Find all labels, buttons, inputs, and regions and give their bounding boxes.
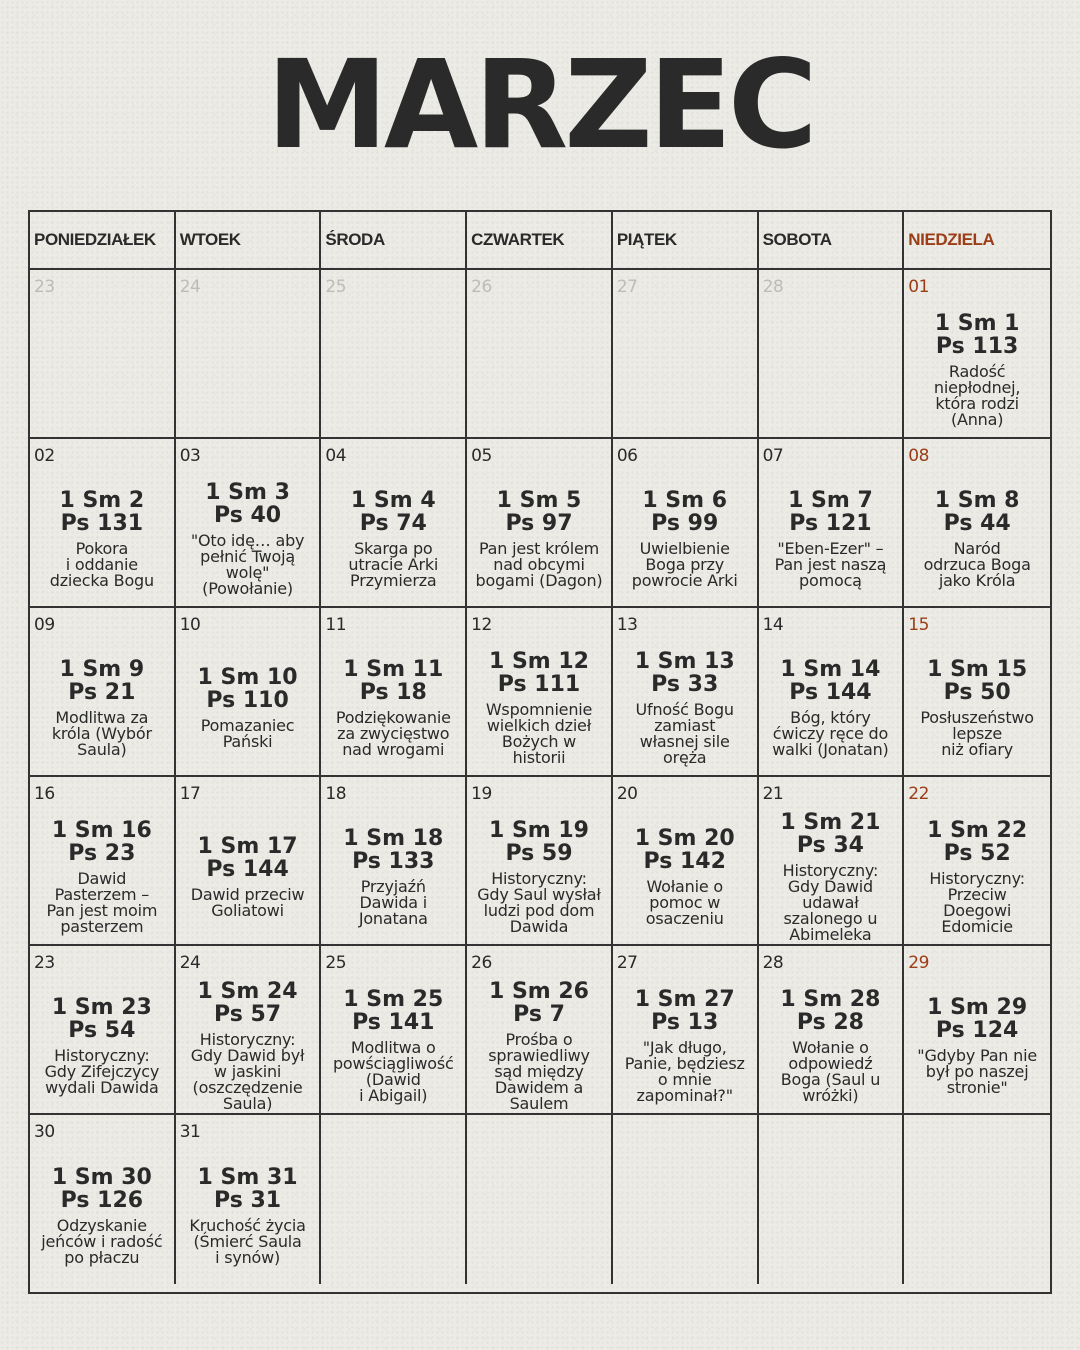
reading-samuel: 1 Sm 9 bbox=[59, 656, 145, 682]
day-content bbox=[176, 811, 320, 942]
day-cell bbox=[467, 946, 613, 1115]
reading-psalm: Ps 144 bbox=[206, 856, 289, 882]
reading-samuel: 1 Sm 18 bbox=[343, 825, 444, 851]
day-cell bbox=[759, 1115, 905, 1284]
day-theme-note: Uwielbienie Boga przy powrocie Arki bbox=[631, 538, 738, 590]
day-number: 28 bbox=[762, 953, 784, 973]
day-cell bbox=[321, 1115, 467, 1284]
day-theme-note: Prośba o sprawiedliwy sąd między Dawidem a Saulem bbox=[488, 1029, 590, 1113]
weekday-header: NIEDZIELA bbox=[904, 212, 1050, 270]
day-content bbox=[321, 642, 465, 773]
day-theme-note: Modlitwa za króla (Wybór Saula) bbox=[51, 707, 152, 759]
day-theme-note: Radość niepłodnej, która rodzi (Anna) bbox=[933, 361, 1021, 429]
day-cell bbox=[467, 270, 613, 439]
day-cell bbox=[321, 608, 467, 777]
day-cell bbox=[759, 946, 905, 1115]
reading-samuel: 1 Sm 26 bbox=[488, 978, 589, 1004]
day-number: 17 bbox=[179, 784, 201, 804]
day-number: 24 bbox=[179, 953, 201, 973]
day-content bbox=[321, 980, 465, 1111]
day-number: 26 bbox=[471, 277, 492, 297]
day-theme-note: Modlitwa o powściągliwość (Dawid i Abigail) bbox=[332, 1037, 454, 1105]
weekday-header: PIĄTEK bbox=[613, 212, 759, 270]
day-content bbox=[467, 642, 611, 773]
reading-psalm: Ps 124 bbox=[935, 1017, 1019, 1043]
reading-samuel: 1 Sm 12 bbox=[488, 648, 589, 674]
day-content bbox=[904, 642, 1050, 773]
weekday-header: WTOEK bbox=[176, 212, 322, 270]
calendar-grid bbox=[28, 210, 1052, 1294]
day-content bbox=[904, 473, 1050, 604]
day-content bbox=[759, 980, 903, 1111]
day-content bbox=[176, 980, 320, 1111]
day-cell bbox=[30, 1115, 176, 1284]
reading-psalm: Ps 52 bbox=[943, 840, 1011, 866]
day-number: 14 bbox=[762, 615, 784, 635]
day-content bbox=[613, 642, 757, 773]
weekday-header: SOBOTA bbox=[759, 212, 905, 270]
day-theme-note: "Jak długo, Panie, będziesz o mnie zapominał?" bbox=[624, 1037, 745, 1105]
reading-samuel: 1 Sm 21 bbox=[780, 809, 881, 835]
reading-psalm: Ps 144 bbox=[789, 679, 872, 705]
day-number: 12 bbox=[471, 615, 492, 635]
day-number: 25 bbox=[325, 953, 347, 973]
reading-samuel: 1 Sm 19 bbox=[488, 817, 589, 843]
day-theme-note: Posłuszeństwo lepsze niż ofiary bbox=[920, 707, 1034, 759]
day-cell bbox=[759, 777, 905, 946]
day-cell bbox=[904, 608, 1050, 777]
day-cell bbox=[613, 270, 759, 439]
day-cell bbox=[759, 439, 905, 608]
reading-samuel: 1 Sm 8 bbox=[934, 487, 1020, 513]
day-theme-note: Historyczny: Gdy Zifejczycy wydali Dawida bbox=[44, 1045, 160, 1097]
day-theme-note: Ufność Bogu zamiast własnej sile oręża bbox=[635, 699, 734, 767]
day-content bbox=[759, 473, 903, 604]
weekday-header: ŚRODA bbox=[321, 212, 467, 270]
day-theme-note: Pomazaniec Pański bbox=[200, 715, 295, 751]
day-number: 13 bbox=[616, 615, 638, 635]
day-cell bbox=[613, 946, 759, 1115]
day-theme-note: Przyjaźń Dawida i Jonatana bbox=[358, 876, 428, 928]
day-cell bbox=[30, 270, 176, 439]
day-number: 09 bbox=[34, 615, 55, 635]
reading-psalm: Ps 33 bbox=[651, 671, 719, 697]
day-content bbox=[176, 1149, 320, 1282]
reading-samuel: 1 Sm 28 bbox=[780, 986, 881, 1012]
day-number: 16 bbox=[34, 784, 55, 804]
day-theme-note: Wołanie o pomoc w osaczeniu bbox=[645, 876, 724, 928]
day-theme-note: Skarga po utracie Arki Przymierza bbox=[348, 538, 439, 590]
reading-samuel: 1 Sm 11 bbox=[343, 656, 444, 682]
day-content bbox=[467, 473, 611, 604]
day-theme-note: Historyczny: Gdy Dawid udawał szalonego u Abimeleka bbox=[782, 860, 879, 944]
reading-samuel: 1 Sm 22 bbox=[927, 817, 1028, 843]
day-theme-note: Dawid przeciw Goliatowi bbox=[190, 884, 305, 920]
weekday-header: PONIEDZIAŁEK bbox=[30, 212, 176, 270]
reading-samuel: 1 Sm 4 bbox=[350, 487, 436, 513]
page-title: MARZEC bbox=[266, 34, 814, 176]
day-cell bbox=[30, 439, 176, 608]
day-number: 20 bbox=[616, 784, 638, 804]
day-theme-note: Wołanie o odpowiedź Boga (Saul u wróżki) bbox=[780, 1037, 881, 1105]
day-number: 11 bbox=[325, 615, 347, 635]
day-cell bbox=[30, 777, 176, 946]
day-content bbox=[176, 473, 320, 604]
day-cell bbox=[176, 1115, 322, 1284]
reading-psalm: Ps 13 bbox=[651, 1009, 719, 1035]
day-number: 27 bbox=[616, 953, 638, 973]
day-cell bbox=[904, 777, 1050, 946]
reading-psalm: Ps 54 bbox=[68, 1017, 136, 1043]
day-cell bbox=[321, 777, 467, 946]
reading-psalm: Ps 21 bbox=[68, 679, 136, 705]
reading-samuel: 1 Sm 20 bbox=[634, 825, 735, 851]
day-theme-note: "Gdyby Pan nie był po naszej stronie" bbox=[917, 1045, 1037, 1097]
day-cell bbox=[30, 946, 176, 1115]
day-content bbox=[30, 980, 174, 1111]
day-number: 04 bbox=[325, 446, 347, 466]
day-theme-note: Pan jest królem nad obcymi bogami (Dagon) bbox=[475, 538, 603, 590]
day-content bbox=[321, 473, 465, 604]
reading-psalm: Ps 113 bbox=[935, 333, 1019, 359]
day-content bbox=[759, 642, 903, 773]
day-theme-note: Podziękowanie za zwycięstwo nad wrogami bbox=[335, 707, 451, 759]
day-content bbox=[467, 980, 611, 1111]
reading-psalm: Ps 74 bbox=[359, 510, 427, 536]
day-number: 15 bbox=[908, 615, 929, 635]
day-number: 18 bbox=[325, 784, 347, 804]
reading-psalm: Ps 57 bbox=[214, 1001, 282, 1027]
day-cell bbox=[467, 1115, 613, 1284]
reading-psalm: Ps 40 bbox=[214, 502, 282, 528]
day-number: 19 bbox=[471, 784, 492, 804]
day-cell bbox=[176, 946, 322, 1115]
day-cell bbox=[613, 1115, 759, 1284]
reading-psalm: Ps 142 bbox=[643, 848, 726, 874]
day-cell bbox=[613, 439, 759, 608]
day-cell bbox=[613, 777, 759, 946]
day-cell bbox=[904, 946, 1050, 1115]
reading-psalm: Ps 121 bbox=[789, 510, 872, 536]
day-cell bbox=[321, 270, 467, 439]
day-theme-note: Wspomnienie wielkich dzieł Bożych w historii bbox=[485, 699, 593, 767]
day-cell bbox=[467, 608, 613, 777]
day-content bbox=[904, 980, 1050, 1111]
day-number: 25 bbox=[325, 277, 347, 297]
day-number: 02 bbox=[34, 446, 55, 466]
day-number: 21 bbox=[762, 784, 784, 804]
day-number: 07 bbox=[762, 446, 784, 466]
day-content bbox=[759, 811, 903, 942]
day-content bbox=[904, 304, 1050, 435]
day-number: 08 bbox=[908, 446, 929, 466]
day-cell bbox=[759, 608, 905, 777]
reading-psalm: Ps 28 bbox=[796, 1009, 864, 1035]
day-content bbox=[176, 642, 320, 773]
day-theme-note: Naród odrzuca Boga jako Króla bbox=[923, 538, 1031, 590]
day-number: 05 bbox=[471, 446, 492, 466]
reading-samuel: 1 Sm 10 bbox=[197, 664, 298, 690]
day-number: 29 bbox=[908, 953, 929, 973]
day-content bbox=[321, 811, 465, 942]
day-theme-note: Bóg, który ćwiczy ręce do walki (Jonatan) bbox=[772, 707, 889, 759]
day-cell bbox=[30, 608, 176, 777]
day-cell bbox=[176, 608, 322, 777]
reading-samuel: 1 Sm 15 bbox=[927, 656, 1028, 682]
reading-samuel: 1 Sm 30 bbox=[51, 1164, 152, 1190]
reading-psalm: Ps 44 bbox=[943, 510, 1011, 536]
day-cell bbox=[904, 270, 1050, 439]
day-number: 23 bbox=[34, 277, 55, 297]
reading-samuel: 1 Sm 25 bbox=[343, 986, 444, 1012]
day-number: 10 bbox=[179, 615, 201, 635]
day-number: 24 bbox=[179, 277, 201, 297]
day-number: 03 bbox=[179, 446, 201, 466]
day-theme-note: Dawid Pasterzem – Pan jest moim pasterzem bbox=[46, 868, 158, 936]
reading-samuel: 1 Sm 14 bbox=[780, 656, 881, 682]
day-theme-note: Pokora i oddanie dziecka Bogu bbox=[49, 538, 154, 590]
day-number: 30 bbox=[34, 1122, 55, 1142]
day-number: 06 bbox=[616, 446, 638, 466]
reading-psalm: Ps 50 bbox=[943, 679, 1011, 705]
reading-psalm: Ps 23 bbox=[68, 840, 136, 866]
day-cell bbox=[904, 439, 1050, 608]
reading-samuel: 1 Sm 7 bbox=[788, 487, 873, 513]
day-theme-note: "Oto idę… aby pełnić Twoją wolę" (Powołanie) bbox=[190, 530, 305, 598]
reading-psalm: Ps 131 bbox=[60, 510, 144, 536]
day-cell bbox=[176, 439, 322, 608]
reading-psalm: Ps 141 bbox=[352, 1009, 435, 1035]
reading-samuel: 1 Sm 2 bbox=[59, 487, 145, 513]
day-cell bbox=[759, 270, 905, 439]
day-cell bbox=[176, 270, 322, 439]
reading-psalm: Ps 59 bbox=[505, 840, 573, 866]
day-theme-note: "Eben-Ezer" – Pan jest naszą pomocą bbox=[774, 538, 887, 590]
reading-samuel: 1 Sm 3 bbox=[205, 479, 290, 505]
day-theme-note: Historyczny: Gdy Dawid był w jaskini (oszczędzenie Saula) bbox=[190, 1029, 305, 1113]
reading-psalm: Ps 99 bbox=[651, 510, 719, 536]
day-theme-note: Odzyskanie jeńców i radość po płaczu bbox=[41, 1215, 163, 1267]
day-cell bbox=[467, 777, 613, 946]
day-content bbox=[30, 811, 174, 942]
day-number: 31 bbox=[179, 1122, 201, 1142]
day-content bbox=[30, 642, 174, 773]
day-content bbox=[30, 1149, 174, 1282]
day-cell bbox=[321, 946, 467, 1115]
day-content bbox=[904, 811, 1050, 942]
reading-psalm: Ps 18 bbox=[359, 679, 427, 705]
reading-samuel: 1 Sm 17 bbox=[197, 833, 298, 859]
reading-samuel: 1 Sm 5 bbox=[496, 487, 582, 513]
day-cell bbox=[176, 777, 322, 946]
day-cell bbox=[467, 439, 613, 608]
day-theme-note: Historyczny: Gdy Saul wysłał ludzi pod dom Dawida bbox=[477, 868, 601, 936]
day-content bbox=[613, 473, 757, 604]
day-theme-note: Historyczny: Przeciw Doegowi Edomicie bbox=[929, 868, 1025, 936]
reading-samuel: 1 Sm 23 bbox=[51, 994, 152, 1020]
reading-psalm: Ps 31 bbox=[214, 1187, 282, 1213]
day-content bbox=[613, 811, 757, 942]
reading-psalm: Ps 126 bbox=[60, 1187, 144, 1213]
day-content bbox=[467, 811, 611, 942]
reading-samuel: 1 Sm 31 bbox=[197, 1164, 298, 1190]
reading-samuel: 1 Sm 1 bbox=[934, 310, 1020, 336]
reading-samuel: 1 Sm 24 bbox=[197, 978, 298, 1004]
day-content bbox=[30, 473, 174, 604]
reading-samuel: 1 Sm 27 bbox=[634, 986, 735, 1012]
reading-psalm: Ps 110 bbox=[206, 687, 289, 713]
weekday-header: CZWARTEK bbox=[467, 212, 613, 270]
day-number: 26 bbox=[471, 953, 492, 973]
day-number: 28 bbox=[762, 277, 784, 297]
reading-psalm: Ps 97 bbox=[505, 510, 573, 536]
day-number: 22 bbox=[908, 784, 929, 804]
reading-psalm: Ps 133 bbox=[352, 848, 435, 874]
reading-samuel: 1 Sm 29 bbox=[927, 994, 1028, 1020]
day-number: 01 bbox=[908, 277, 929, 297]
day-cell bbox=[904, 1115, 1050, 1284]
reading-psalm: Ps 7 bbox=[513, 1001, 565, 1027]
day-cell bbox=[613, 608, 759, 777]
day-theme-note: Kruchość życia (Śmierć Saula i synów) bbox=[189, 1215, 306, 1267]
day-cell bbox=[321, 439, 467, 608]
day-number: 27 bbox=[616, 277, 638, 297]
day-number: 23 bbox=[34, 953, 55, 973]
reading-samuel: 1 Sm 6 bbox=[642, 487, 728, 513]
reading-samuel: 1 Sm 13 bbox=[634, 648, 735, 674]
reading-psalm: Ps 111 bbox=[497, 671, 581, 697]
reading-samuel: 1 Sm 16 bbox=[51, 817, 152, 843]
day-content bbox=[613, 980, 757, 1111]
reading-psalm: Ps 34 bbox=[796, 832, 864, 858]
